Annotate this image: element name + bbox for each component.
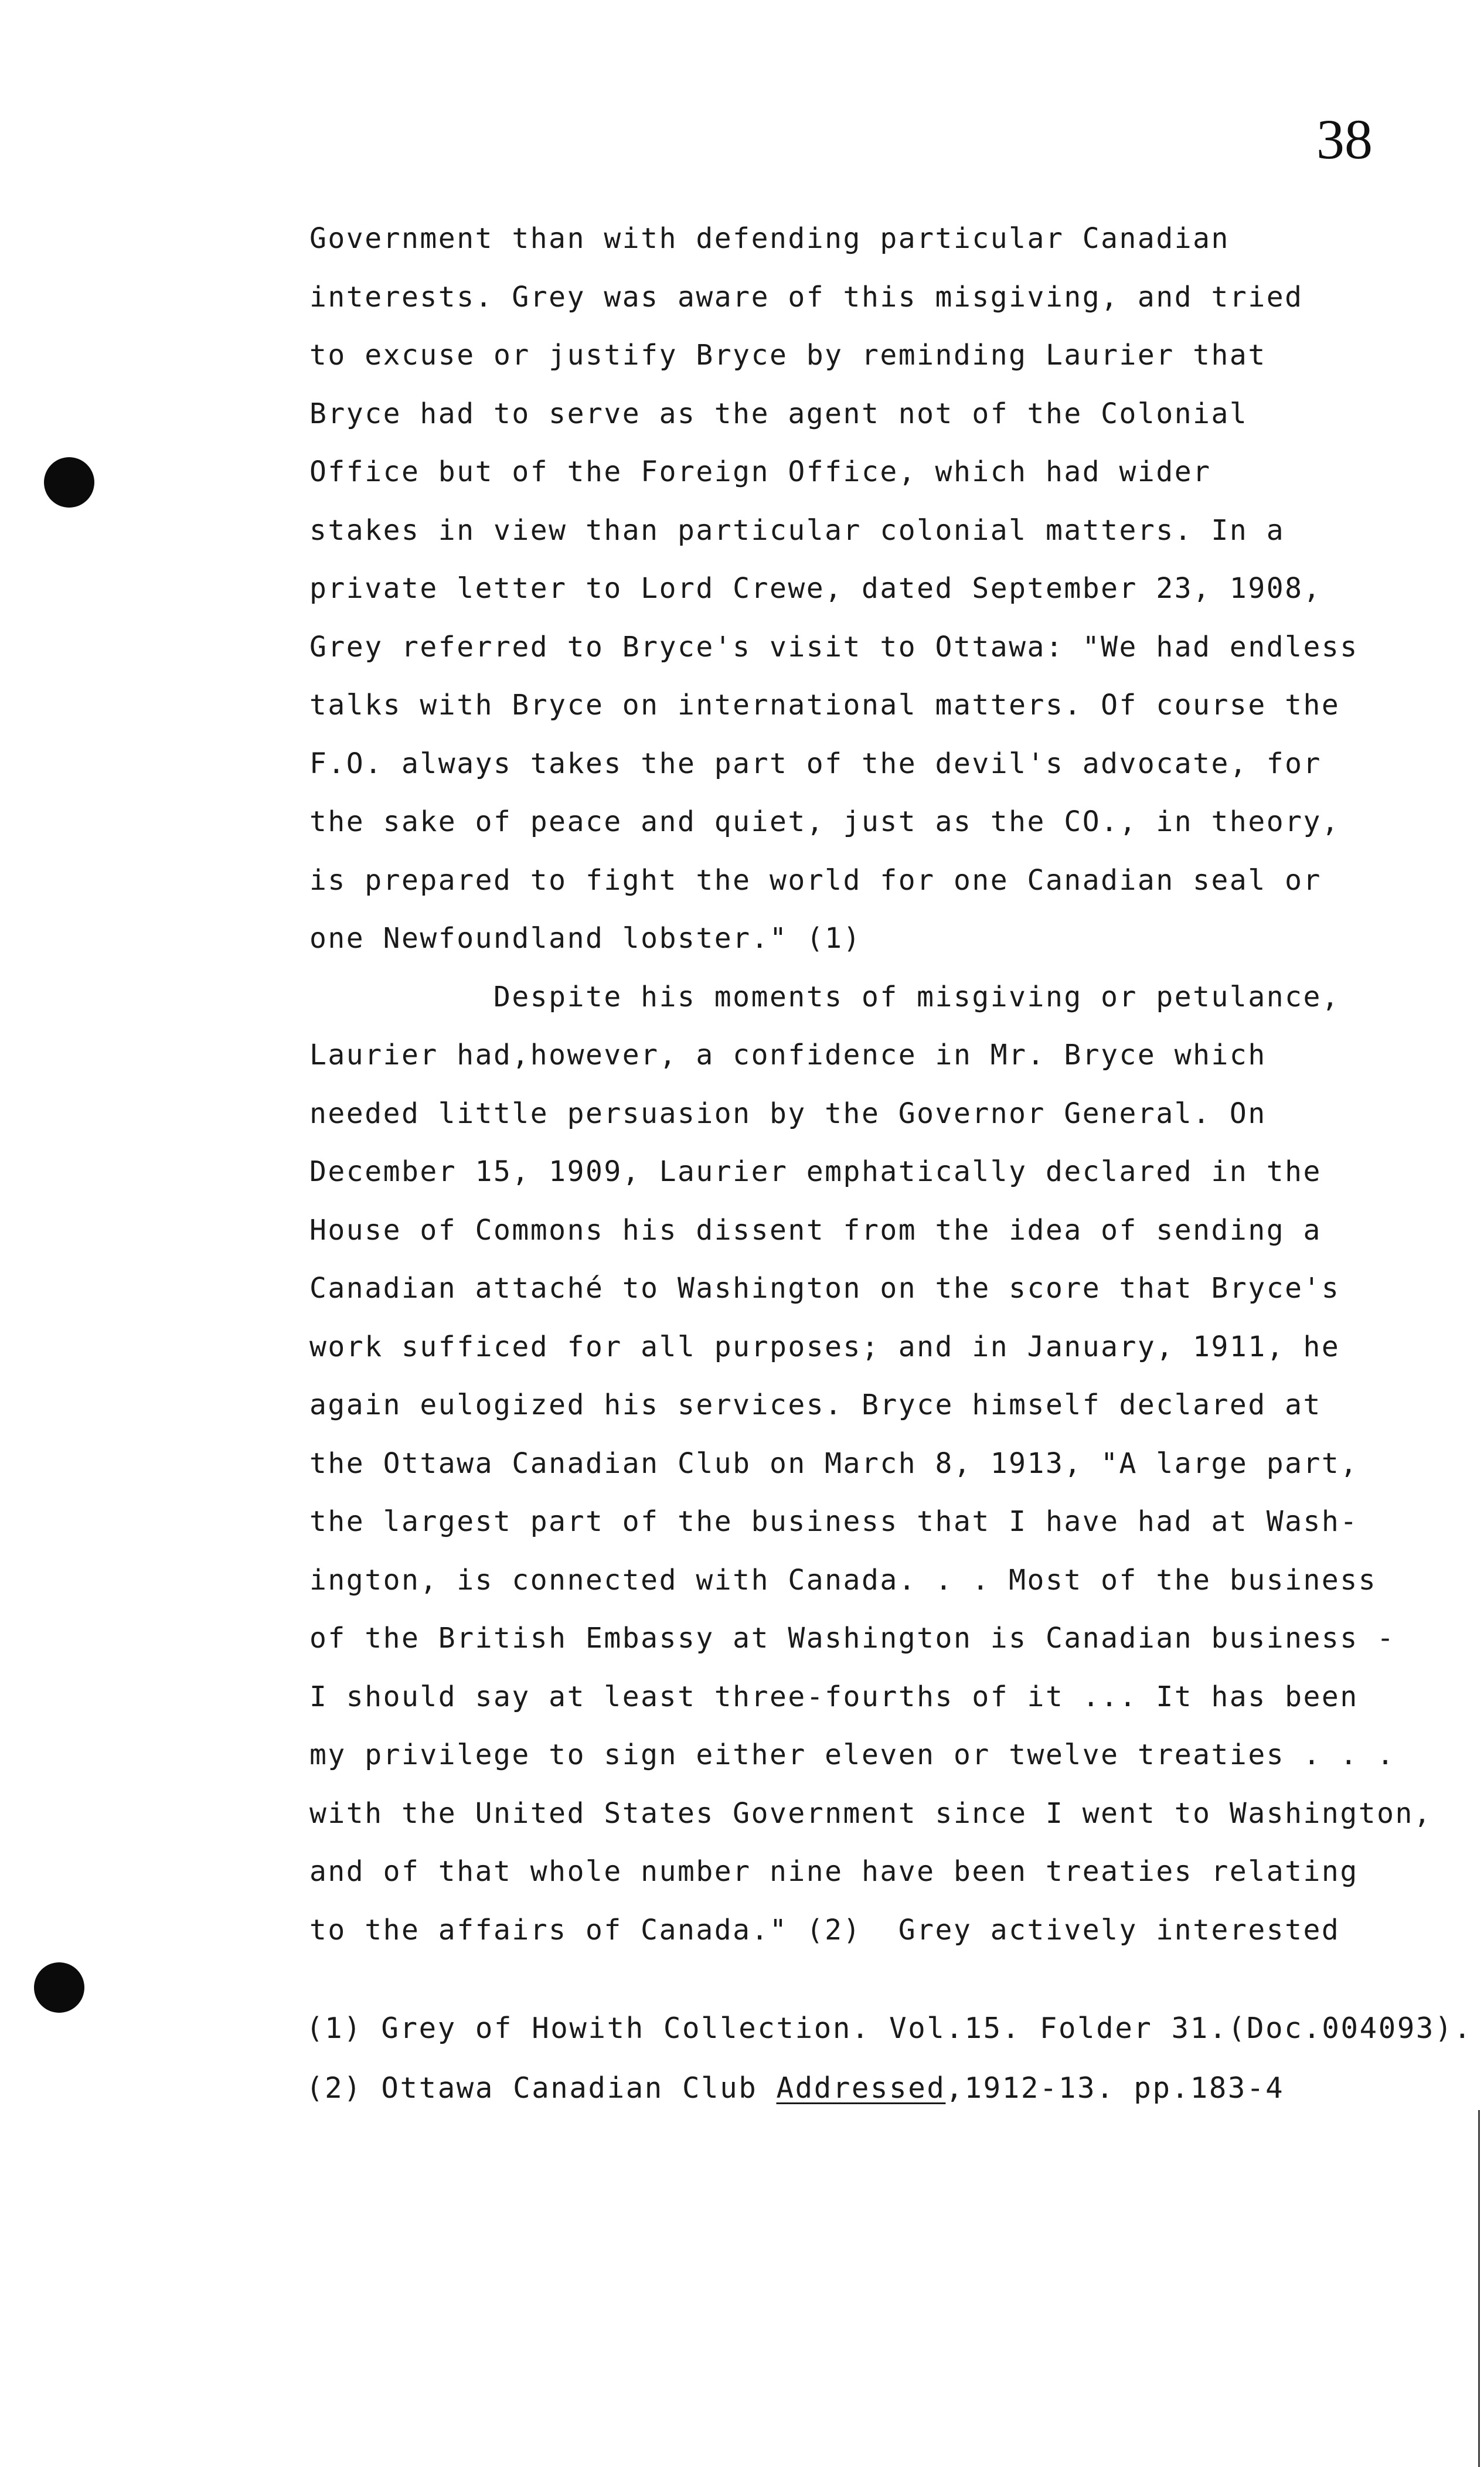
text-line: stakes in view than particular colonial matters. In a xyxy=(309,513,1285,547)
text-line: interests. Grey was aware of this misgiving, and tried xyxy=(309,280,1303,314)
text-line: Laurier had,however, a confidence in Mr. Bryce which xyxy=(309,1039,1267,1071)
footnote-2 xyxy=(306,2058,1449,2118)
text-line: Government than with defending particular Canadian xyxy=(309,222,1230,255)
text-line: to excuse or justify Bryce by reminding Laurier that xyxy=(309,339,1267,372)
text-line: is prepared to fight the world for one Canadian seal or xyxy=(309,863,1322,897)
text-line: December 15, 1909, Laurier emphatically declared in the xyxy=(309,1155,1322,1188)
body-text xyxy=(309,210,1435,1959)
page-edge-line xyxy=(1478,2110,1480,2467)
footnotes xyxy=(306,1999,1473,2118)
text-line: talks with Bryce on international matters. Of course the xyxy=(309,689,1340,722)
text-line: private letter to Lord Crewe, dated September 23, 1908, xyxy=(309,572,1322,605)
punch-hole-bottom xyxy=(34,1962,84,2013)
text-line: the Ottawa Canadian Club on March 8, 1913, "A large part, xyxy=(309,1447,1359,1480)
text-line: and of that whole number nine have been treaties relating xyxy=(309,1855,1359,1888)
text-line: again eulogized his services. Bryce himself declared at xyxy=(309,1389,1322,1421)
footnote-2-prefix: (2) Ottawa Canadian Club xyxy=(306,2071,777,2105)
text-line: Bryce had to serve as the agent not of the Colonial xyxy=(309,397,1248,430)
text-line: needed little persuasion by the Governor General. On xyxy=(309,1097,1267,1130)
footnote-2-suffix: ,1912-13. pp.183-4 xyxy=(945,2071,1285,2105)
text-line: House of Commons his dissent from the idea of sending a xyxy=(309,1213,1322,1247)
text-line: Canadian attaché to Washington on the score that Bryce's xyxy=(309,1272,1340,1305)
footnote-2-title: Addressed xyxy=(776,2071,946,2105)
text-line: to the affairs of Canada." (2) Grey actively interested xyxy=(309,1913,1340,1947)
text-line: work sufficed for all purposes; and in January, 1911, he xyxy=(309,1330,1340,1363)
text-line: of the British Embassy at Washington is Canadian business - xyxy=(309,1622,1395,1655)
punch-hole-top xyxy=(44,457,94,508)
text-line: my privilege to sign either eleven or twelve treaties . . . xyxy=(309,1738,1395,1771)
text-line: I should say at least three-fourths of it ... It has been xyxy=(309,1680,1359,1713)
page-number: 38 xyxy=(1316,108,1373,171)
text-line: Despite his moments of misgiving or petulance, xyxy=(309,980,1340,1013)
footnote-1: (1) Grey of Howith Collection. Vol.15. Folder 31.(Doc.004093). xyxy=(306,2012,1473,2045)
text-line: Grey referred to Bryce's visit to Ottawa: "We had endless xyxy=(309,630,1359,663)
text-line: Office but of the Foreign Office, which had wider xyxy=(309,455,1211,488)
text-line: ington, is connected with Canada. . . Most of the business xyxy=(309,1563,1377,1597)
text-line: with the United States Government since I went to Washington, xyxy=(309,1796,1432,1830)
text-line: F.O. always takes the part of the devil's advocate, for xyxy=(309,747,1322,780)
text-line: one Newfoundland lobster." (1) xyxy=(309,922,862,955)
text-line: the sake of peace and quiet, just as the CO., in theory, xyxy=(309,805,1340,838)
text-line: the largest part of the business that I have had at Wash- xyxy=(309,1505,1359,1538)
